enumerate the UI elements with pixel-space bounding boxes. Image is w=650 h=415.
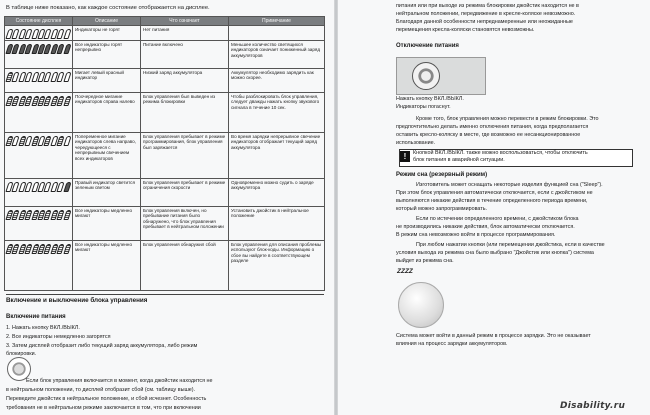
table-row: [5, 241, 325, 291]
power-button-icon: [412, 62, 440, 90]
description-cell: Попеременное мигание индикаторов слева направо, чередующееся с непрерывным свечением всех индикаторов: [73, 133, 141, 179]
body-line-4: использование.: [396, 140, 436, 146]
warning-line-2: блок питания в аварийной ситуации.: [413, 157, 505, 163]
note-cell: Во время зарядки непрерывное свечение индикаторов отображает текущий заряд аккумулятора: [229, 133, 325, 179]
step-3-cont: блокировки.: [6, 351, 37, 357]
section-divider: [6, 294, 324, 295]
table-header-description: Описание: [73, 17, 141, 26]
sleep-zzz-label: ZZZZ: [397, 268, 413, 275]
indicator-lamps-icon: [7, 208, 70, 220]
power-off-line-2: Индикаторы погаснут.: [396, 104, 451, 110]
body-line-1: Если блок управления включается в момент, когда джойстик находится не: [26, 378, 213, 384]
table-row: [5, 133, 325, 179]
display-state-cell: [5, 93, 73, 133]
step-1: 1. Нажать кнопку ВКЛ./ВЫКЛ.: [6, 325, 80, 331]
body-line-3: Переведите джойстик в нейтральное положение, и сбой исчезнет. Особенность: [6, 396, 207, 402]
power-off-photo: [396, 57, 486, 95]
indicator-lamp-icon: [63, 210, 72, 220]
table-header-state: Состояние дисплея: [5, 17, 73, 26]
note-cell: Меньшее количество светящихся индикаторов означает пониженный заряд аккумуляторов: [229, 41, 325, 69]
indicator-lamp-icon: [63, 72, 72, 82]
meaning-cell: Блок управления пребывает в режиме ограничения скорости: [141, 179, 229, 207]
sleep-title: Режим сна (резервный режим): [396, 172, 488, 178]
bottom-line-1: Система может войти в данный режим в процессе зарядки. Это не оказывает: [396, 333, 591, 339]
right-top-line-3: Благодаря данной особенности непреднамеренные или неожиданные: [396, 19, 573, 25]
note-cell: [229, 26, 325, 41]
table-row: [5, 93, 325, 133]
warning-icon: !: [400, 151, 410, 162]
body-line-4: требования не в нейтральном режиме заключается в том, что при включении: [6, 405, 201, 411]
body-line-1: Кроме того, блок управления можно перевести в режим блокировки. Это: [416, 116, 599, 122]
bottom-line-2: влияния на процесс зарядки аккумуляторов.: [396, 341, 508, 347]
body-line-2: в нейтральном положении, то дисплей отобразит сбой (см. таблицу выше).: [6, 387, 196, 393]
indicator-lamps-icon: [7, 134, 70, 146]
sleep-line-10: выйдет из режима сна.: [396, 258, 454, 264]
sleep-line-9: условия выхода из режима сна было выбрано "Джойстик или кнопка") система: [396, 250, 594, 256]
warning-line-1: Кнопкой ВКЛ./ВЫКЛ. также можно воспользоваться, чтобы отключить: [413, 150, 588, 156]
body-line-3: оставить кресло-коляску в месте, где возможно ее несанкционированное: [396, 132, 581, 138]
meaning-cell: Нет питания: [141, 26, 229, 41]
right-top-line-1: питания или при выходе из режима блокировки джойстик находится не в: [396, 3, 579, 9]
note-cell: Одновременно можно судить о заряде аккумулятора: [229, 179, 325, 207]
indicator-lamps-icon: [7, 42, 70, 54]
display-state-cell: [5, 179, 73, 207]
indicator-lamp-icon: [63, 96, 72, 106]
section-title: Включение и выключение блока управления: [6, 297, 148, 304]
indicator-lamps-icon: [7, 70, 70, 82]
sleep-mode-icon: [398, 282, 444, 328]
note-cell: Чтобы разблокировать блок управления, следует дважды нажать кнопку звукового сигнала в течение 10 сек.: [229, 93, 325, 133]
indicator-lamps-icon: [7, 94, 70, 106]
sleep-line-5: Если по истечении определенного времени, с джойстиком блока: [416, 216, 579, 222]
sleep-line-7: В режим сна невозможно войти в процессе программирования.: [396, 232, 556, 238]
step-3: 3. Затем дисплей отобразит либо текущий заряд аккумулятора, либо режим: [6, 343, 198, 349]
table-header-note: Примечание: [229, 17, 325, 26]
meaning-cell: Блок управления включен, но пребывание питания было обнаружено, что блок управления пребывает в нейтральном положении: [141, 207, 229, 241]
page-gutter: [334, 0, 338, 415]
sleep-line-3: выполняются никакие действия в течение определенного периода времени,: [396, 198, 588, 204]
sleep-line-4: который можно запрограммировать.: [396, 206, 488, 212]
meaning-cell: Блок управления обнаружил сбой: [141, 241, 229, 291]
power-on-title: Включение питания: [6, 314, 66, 320]
indicator-lamp-icon: [63, 136, 72, 146]
indicator-lamps-icon: [7, 27, 70, 39]
display-state-cell: [5, 69, 73, 93]
indicator-lamps-icon: [7, 242, 70, 254]
sleep-line-2: При этом блок управления автоматически отключается, если с джойстиком не: [396, 190, 593, 196]
meaning-cell: Блок управления пребывает в режиме программирования, блок управления был заряжается: [141, 133, 229, 179]
sleep-line-1: Изготовитель может оснащать некоторые изделия функцией сна ("Sleep").: [416, 182, 603, 188]
description-cell: Все индикаторы горят непрерывно: [73, 41, 141, 69]
indicator-lamp-icon: [63, 29, 72, 39]
indicator-lamp-icon: [63, 44, 72, 54]
table-header-meaning: Что означает: [141, 17, 229, 26]
indicator-lamp-icon: [63, 244, 72, 254]
display-state-cell: [5, 133, 73, 179]
description-cell: Все индикаторы медленно мигают: [73, 207, 141, 241]
description-cell: Правый индикатор светится зеленым светом: [73, 179, 141, 207]
power-off-line-1: Нажать кнопку ВКЛ./ВЫКЛ.: [396, 96, 464, 102]
right-top-line-2: нейтральном положении, передвижение в кресле-коляске невозможно.: [396, 11, 576, 17]
meaning-cell: Питание включено: [141, 41, 229, 69]
right-top-line-4: перемещения кресла-коляски становятся невозможны.: [396, 27, 535, 33]
note-cell: Блок управления для описания проблемы используют блок-коды. Информацию о сбое вы найдете в соответствующем разделе: [229, 241, 325, 291]
meaning-cell: Низкий заряд аккумулятора: [141, 69, 229, 93]
description-cell: Поочередное мигание индикаторов справа налево: [73, 93, 141, 133]
sleep-line-8: При любом нажатии кнопки (или перемещении джойстика, если в качестве: [416, 242, 605, 248]
note-cell: Установить джойстик в нейтральное положение: [229, 207, 325, 241]
body-line-2: предпочтительно делать именно отключения питания, когда предполагается: [396, 124, 589, 130]
meaning-cell: Блок управления был выведен из режима блокировки: [141, 93, 229, 133]
description-cell: Индикаторы не горят: [73, 26, 141, 41]
display-state-cell: [5, 26, 73, 41]
table-row: [5, 179, 325, 207]
table-row: [5, 207, 325, 241]
description-cell: Мигает левый красный индикатор: [73, 69, 141, 93]
table-row: [5, 26, 325, 41]
status-table: [4, 16, 325, 291]
indicator-lamp-icon: [63, 182, 72, 192]
note-cell: Аккумулятор необходимо зарядить как можно скорее.: [229, 69, 325, 93]
display-state-cell: [5, 241, 73, 291]
table-row: [5, 69, 325, 93]
display-state-cell: [5, 207, 73, 241]
power-off-title: Отключение питания: [396, 43, 459, 49]
watermark: Disability.ru: [560, 401, 626, 411]
step-2: 2. Все индикаторы немедленно загорятся: [6, 334, 111, 340]
indicator-lamps-icon: [7, 180, 70, 192]
table-row: [5, 41, 325, 69]
right-page: [336, 0, 650, 415]
intro-text: В таблице ниже показано, как каждое состояние отображается на дисплее.: [6, 5, 210, 11]
display-state-cell: [5, 41, 73, 69]
sleep-line-6: не производились никакие действия, блок автоматически отключается.: [396, 224, 575, 230]
description-cell: Все индикаторы медленно мигают: [73, 241, 141, 291]
